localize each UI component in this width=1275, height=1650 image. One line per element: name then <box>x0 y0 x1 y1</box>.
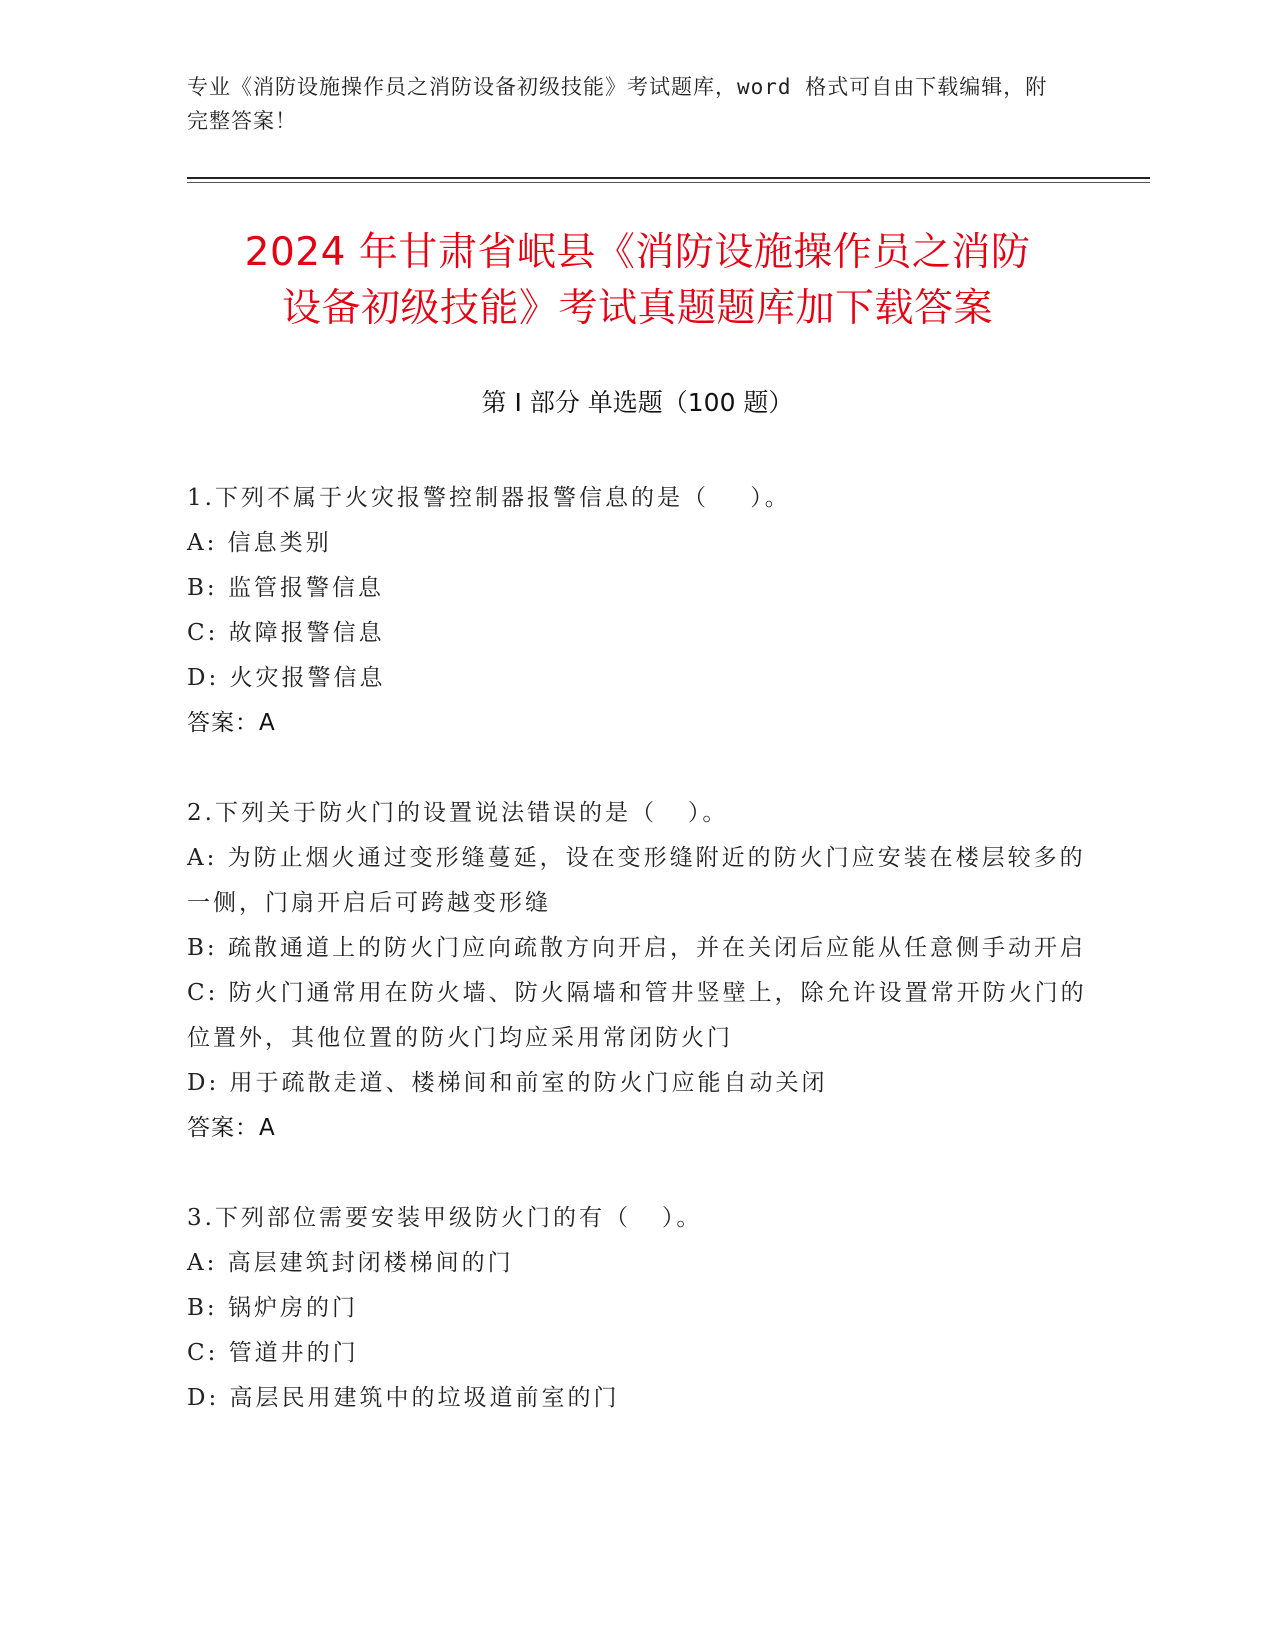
option-b: B: 疏散通道上的防火门应向疏散方向开启，并在关闭后应能从任意侧手动开启 <box>187 935 1086 961</box>
option-d: D: 高层民用建筑中的垃圾道前室的门 <box>187 1385 620 1411</box>
question-2 <box>187 791 1087 1151</box>
header-divider-thin <box>187 182 1150 183</box>
option-a: A: 为防止烟火通过变形缝蔓延，设在变形缝附近的防火门应安装在楼层较多的一侧，门扇开启后可跨越变形缝 <box>187 845 1086 916</box>
question-1 <box>187 476 1087 746</box>
question-list <box>187 476 1087 1466</box>
section-title: 第 I 部分 单选题（100 题） <box>481 388 794 417</box>
answer-label: 答案：A <box>187 710 276 736</box>
question-stem: 1.下列不属于火灾报警控制器报警信息的是（ ）。 <box>187 485 791 511</box>
header-note: 专业《消防设施操作员之消防设备初级技能》考试题库，word 格式可自由下载编辑，附完整答案！ <box>187 75 1048 133</box>
option-a: A: 信息类别 <box>187 530 332 556</box>
question-3 <box>187 1196 1087 1421</box>
answer-label: 答案：A <box>187 1115 276 1141</box>
document-title-line-1: 2024 年甘肃省岷县《消防设施操作员之消防 <box>244 230 1031 275</box>
option-c: C: 防火门通常用在防火墙、防火隔墙和管井竖壁上，除允许设置常开防火门的位置外，其他位置的防火门均应采用常闭防火门 <box>187 980 1087 1051</box>
option-d: D: 用于疏散走道、楼梯间和前室的防火门应能自动关闭 <box>187 1070 828 1096</box>
option-c: C: 故障报警信息 <box>187 620 385 646</box>
option-c: C: 管道井的门 <box>187 1340 359 1366</box>
document-title-line-2: 设备初级技能》考试真题题库加下载答案 <box>281 286 993 331</box>
question-stem: 3.下列部位需要安装甲级防火门的有（ ）。 <box>187 1205 703 1231</box>
header-divider-thick <box>187 177 1150 179</box>
document-title <box>150 225 1125 337</box>
option-a: A: 高层建筑封闭楼梯间的门 <box>187 1250 514 1276</box>
option-b: B: 锅炉房的门 <box>187 1295 358 1321</box>
option-d: D: 火灾报警信息 <box>187 665 386 691</box>
question-stem: 2.下列关于防火门的设置说法错误的是（ ）。 <box>187 800 729 826</box>
option-b: B: 监管报警信息 <box>187 575 384 601</box>
